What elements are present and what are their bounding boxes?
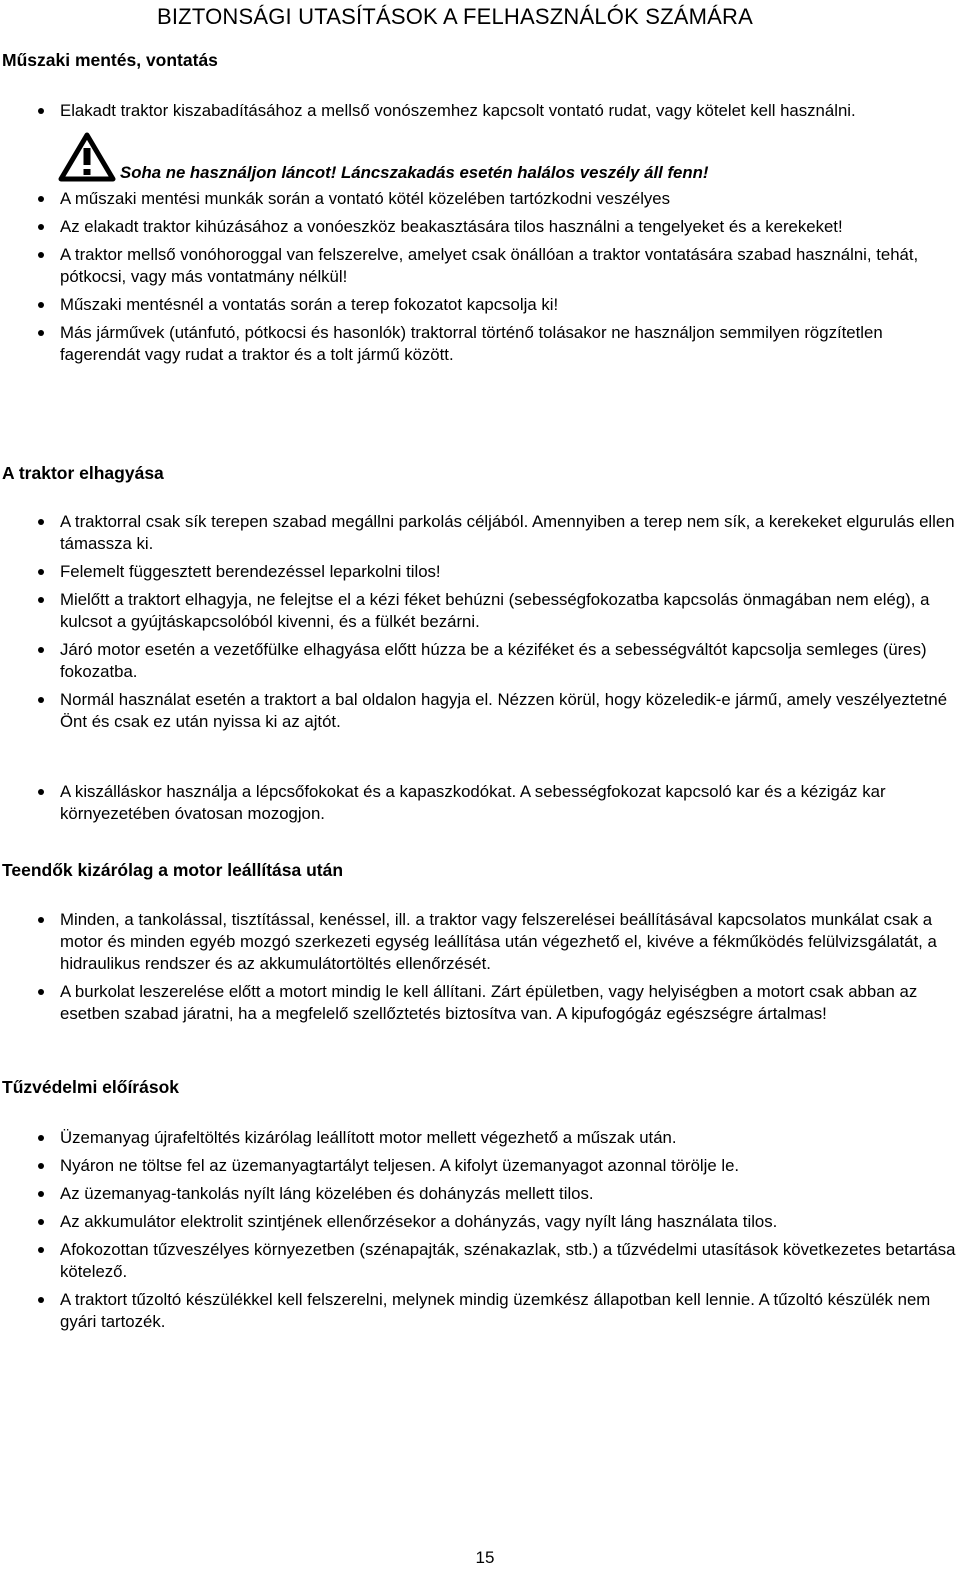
- list-item: Elakadt traktor kiszabadításához a mellső vonószemhez kapcsolt vontató rudat, vagy kötelet kell használni.: [0, 100, 960, 122]
- list-item: Felemelt függesztett berendezéssel leparkolni tilos!: [0, 561, 960, 583]
- warning-item: [0, 162, 960, 184]
- list-item: A traktor mellső vonóhoroggal van felszerelve, amelyet csak önállóan a traktor vontatására szabad használni, tehát, pótkocsi, vagy más vontatmány nélkül!: [0, 244, 960, 288]
- warning-triangle-icon: [58, 132, 116, 182]
- list-item: Az akkumulátor elektrolit szintjének ellenőrzésekor a dohányzás, vagy nyílt láng használata tilos.: [0, 1211, 960, 1233]
- section-heading-fire-safety: Tűzvédelmi előírások: [2, 1077, 180, 1097]
- list-item: A traktorral csak sík terepen szabad megállni parkolás céljából. Amennyiben a terep nem sík, a kerekeket elgurulás ellen támassza ki.: [0, 511, 960, 555]
- leaving-tractor-list: [0, 511, 960, 831]
- section-heading-towing: Műszaki mentés, vontatás: [2, 50, 218, 70]
- list-item: Normál használat esetén a traktort a bal oldalon hagyja el. Nézzen körül, hogy közeledik-e jármű, amely veszélyeztetné Önt és csak ez után nyissa ki az ajtót.: [0, 689, 960, 733]
- list-item: Műszaki mentésnél a vontatás során a terep fokozatot kapcsolja ki!: [0, 294, 960, 316]
- page-header-title: BIZTONSÁGI UTASÍTÁSOK A FELHASZNÁLÓK SZÁMÁRA: [157, 4, 754, 29]
- list-item: Üzemanyag újrafeltöltés kizárólag leállított motor mellett végezhető a műszak után.: [0, 1127, 960, 1149]
- list-item: Az üzemanyag-tankolás nyílt láng közelében és dohányzás mellett tilos.: [0, 1183, 960, 1205]
- list-item: Mielőtt a traktort elhagyja, ne felejtse el a kézi féket behúzni (sebességfokozatba kapcsolás önmagában nem elég), a kulcsot a gyújtáskapcsolóból kivenni, és a fülkét bezárni.: [0, 589, 960, 633]
- list-item: A traktort tűzoltó készülékkel kell felszerelni, melynek mindig üzemkész állapotban kell lennie. A tűzoltó készülék nem gyári tartozék.: [0, 1289, 960, 1333]
- fire-safety-list: [0, 1127, 960, 1339]
- list-item: Minden, a tankolással, tisztítással, kenéssel, ill. a traktor vagy felszerelései beállításával kapcsolatos munkálat csak a motor és minden egyéb mozgó szerkezeti egység leállítása után végezhető el, kivéve a fékműködés felülvizsgálatát, a hidraulikus rendszer és az akkumulátortöltés ellenőrzését.: [0, 909, 960, 975]
- engine-stopped-list: [0, 909, 960, 1031]
- page-number: 15: [475, 1548, 495, 1567]
- list-item: Nyáron ne töltse fel az üzemanyagtartályt teljesen. A kifolyt üzemanyagot azonnal törölje le.: [0, 1155, 960, 1177]
- list-item: Afokozottan tűzveszélyes környezetben (szénapajták, szénakazlak, stb.) a tűzvédelmi utasítások következetes betartása kötelező.: [0, 1239, 960, 1283]
- list-item: Járó motor esetén a vezetőfülke elhagyása előtt húzza be a kéziféket és a sebességváltót kapcsolja semleges (üres) fokozatba.: [0, 639, 960, 683]
- section-heading-engine-stopped: Teendők kizárólag a motor leállítása után: [2, 860, 344, 880]
- section-heading-leaving-tractor: A traktor elhagyása: [2, 463, 164, 483]
- towing-list: [0, 100, 960, 372]
- list-item: A burkolat leszerelése előtt a motort mindig le kell állítani. Zárt épületben, vagy helyiségben a motort csak abban az esetben szabad járatni, ha a megfelelő szellőztetés biztosítva van. A kipufogógáz egészségre ártalmas!: [0, 981, 960, 1025]
- list-item: Más járművek (utánfutó, pótkocsi és hasonlók) traktorral történő tolásakor ne használjon semmilyen rögzítetlen fagerendát vagy rudat a traktor és a tolt jármű között.: [0, 322, 960, 366]
- list-item: Az elakadt traktor kihúzásához a vonóeszköz beakasztására tilos használni a tengelyeket és a kerekeket!: [0, 216, 960, 238]
- warning-text: Soha ne használjon láncot! Láncszakadás esetén halálos veszély áll fenn!: [120, 163, 709, 182]
- list-item: A kiszálláskor használja a lépcsőfokokat és a kapaszkodókat. A sebességfokozat kapcsoló kar és a kézigáz kar környezetében óvatosan mozogjon.: [0, 781, 960, 825]
- list-item: A műszaki mentési munkák során a vontató kötél közelében tartózkodni veszélyes: [0, 188, 960, 210]
